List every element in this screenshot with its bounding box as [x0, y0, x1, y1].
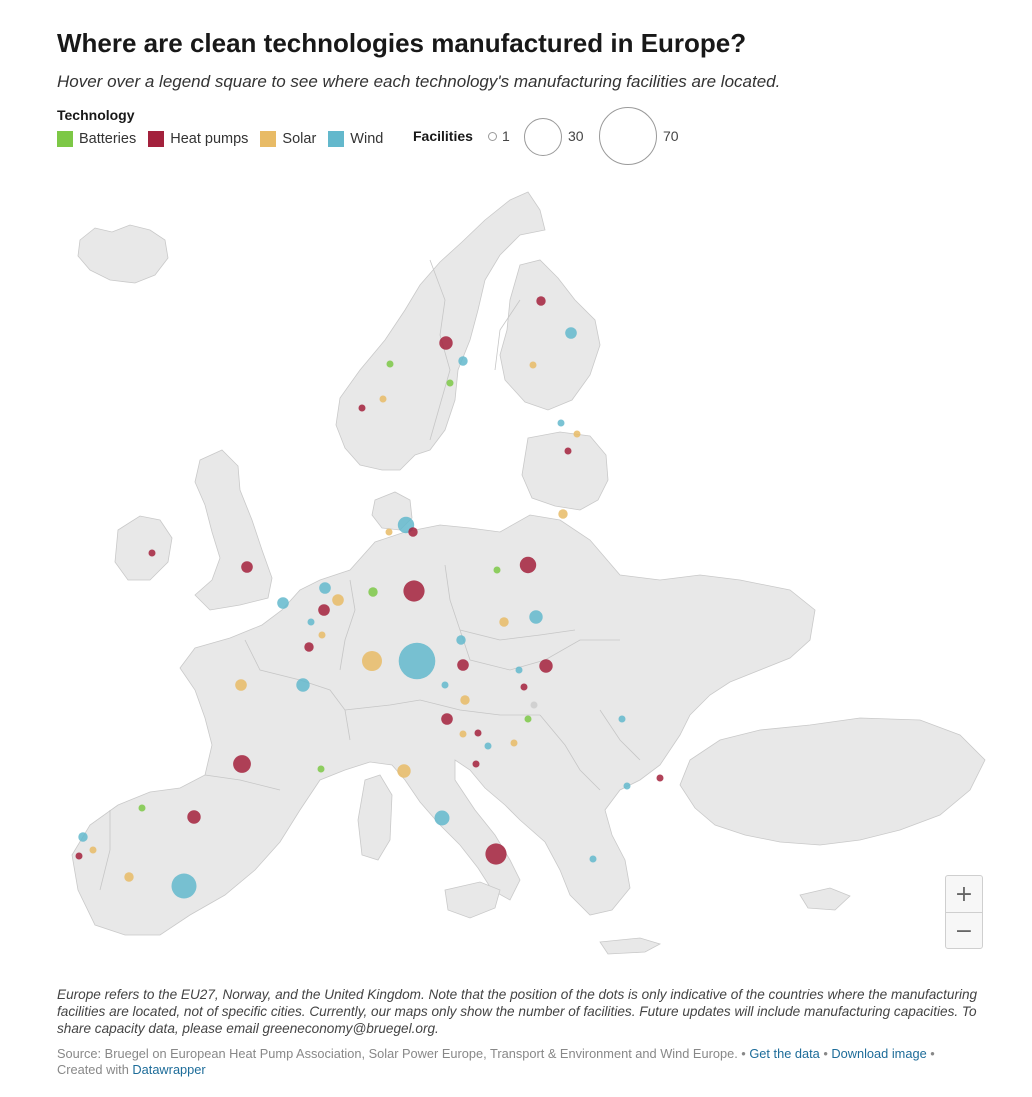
legend-item-batteries[interactable]	[57, 131, 136, 147]
facility-bubble-heat-pumps[interactable]	[441, 713, 453, 725]
zoom-out-button[interactable]: −	[946, 913, 982, 949]
facility-bubble-heat-pumps[interactable]	[76, 853, 83, 860]
facility-bubble-heat-pumps[interactable]	[408, 527, 417, 536]
land-corsica-sardinia	[358, 775, 392, 860]
facility-bubble-solar[interactable]	[460, 695, 469, 704]
zoom-in-button[interactable]: +	[946, 876, 982, 912]
land-turkey	[680, 718, 985, 845]
chart-notes: Europe refers to the EU27, Norway, and the United Kingdom. Note that the position of the dots is only indicative of the countries where the manufacturing facilities are located, not of specific cities. Currently, our maps only show the number of facilities. Future updates will include manufacturing capacities. To share capacity data, please email greeneconomy@bruegel.org.	[57, 987, 978, 1036]
facility-bubble-heat-pumps[interactable]	[473, 761, 480, 768]
facility-bubble-wind[interactable]	[558, 420, 565, 427]
facility-bubble-solar[interactable]	[574, 431, 581, 438]
legend-swatch-batteries[interactable]	[57, 131, 73, 147]
land-baltics	[522, 432, 608, 510]
facility-bubble-batteries[interactable]	[368, 587, 377, 596]
facility-bubble-heat-pumps[interactable]	[520, 557, 536, 573]
facility-bubble-heat-pumps[interactable]	[439, 336, 452, 349]
facility-bubble-wind[interactable]	[78, 832, 87, 841]
download-image-link[interactable]: Download image	[831, 1046, 927, 1061]
facility-bubble-wind[interactable]	[485, 743, 492, 750]
facility-bubble-heat-pumps[interactable]	[241, 561, 253, 573]
size-legend-title: Facilities	[413, 128, 473, 144]
facility-bubble-heat-pumps[interactable]	[149, 550, 156, 557]
legend-label-solar: Solar	[282, 131, 317, 147]
size-legend-label-1: 1	[502, 128, 510, 144]
facility-bubble-wind[interactable]	[565, 327, 577, 339]
land-continent	[72, 515, 815, 935]
facility-bubble-batteries[interactable]	[387, 361, 394, 368]
facility-bubble-heat-pumps[interactable]	[657, 775, 664, 782]
facility-bubble-solar[interactable]	[511, 740, 518, 747]
facility-bubble-heat-pumps[interactable]	[187, 810, 200, 823]
europe-map[interactable]	[0, 170, 1032, 970]
land-iceland	[78, 225, 168, 283]
facility-bubble-wind[interactable]	[624, 783, 631, 790]
size-legend	[413, 105, 713, 169]
source-separator: •	[819, 1046, 832, 1061]
facility-bubble-solar[interactable]	[90, 847, 97, 854]
facility-bubble-batteries[interactable]	[447, 380, 454, 387]
legend-item-heat-pumps[interactable]	[148, 131, 248, 147]
facility-bubble-heat-pumps[interactable]	[475, 730, 482, 737]
facility-bubble-wind[interactable]	[458, 356, 467, 365]
facility-bubble-wind[interactable]	[435, 811, 450, 826]
created-with-text: Created with	[57, 1062, 129, 1077]
facility-bubble-solar[interactable]	[530, 362, 537, 369]
size-legend-circle-70	[599, 107, 657, 165]
facility-bubble-batteries[interactable]	[494, 567, 501, 574]
chart-source	[57, 1046, 997, 1078]
facility-bubble-wind[interactable]	[456, 635, 465, 644]
legend-heading: Technology	[57, 107, 135, 123]
facility-bubble-wind[interactable]	[516, 667, 523, 674]
zoom-controls	[945, 875, 983, 949]
facility-bubble-heat-pumps[interactable]	[304, 642, 313, 651]
size-legend-circle-30	[524, 118, 562, 156]
legend-item-solar[interactable]	[260, 131, 316, 147]
facility-bubble-wind[interactable]	[619, 716, 626, 723]
source-separator: •	[737, 1046, 750, 1061]
facility-bubble-solar[interactable]	[362, 651, 382, 671]
facility-bubble-wind[interactable]	[319, 582, 331, 594]
facility-bubble-wind[interactable]	[172, 874, 197, 899]
datawrapper-link[interactable]: Datawrapper	[132, 1062, 206, 1077]
land-finland	[500, 260, 600, 410]
facility-bubble-wind[interactable]	[308, 619, 315, 626]
legend-label-batteries: Batteries	[79, 131, 137, 147]
size-legend-label-70: 70	[663, 128, 679, 144]
get-the-data-link[interactable]: Get the data	[749, 1046, 820, 1061]
source-separator: •	[926, 1046, 935, 1061]
facility-bubble-heat-pumps[interactable]	[403, 580, 424, 601]
land-crete	[600, 938, 660, 954]
land-cyprus	[800, 888, 850, 910]
legend-swatch-wind[interactable]	[328, 131, 344, 147]
facility-bubble-none[interactable]	[531, 702, 538, 709]
facility-bubble-solar[interactable]	[235, 679, 247, 691]
technology-legend	[57, 131, 395, 147]
facility-bubble-heat-pumps[interactable]	[457, 659, 469, 671]
facility-bubble-solar[interactable]	[319, 632, 326, 639]
legend-swatch-solar[interactable]	[260, 131, 276, 147]
facility-bubble-wind[interactable]	[590, 856, 597, 863]
facility-bubble-solar[interactable]	[332, 594, 344, 606]
facility-bubble-wind[interactable]	[442, 682, 449, 689]
facility-bubble-wind[interactable]	[296, 678, 309, 691]
facility-bubble-heat-pumps[interactable]	[359, 405, 366, 412]
facility-bubble-wind[interactable]	[277, 597, 289, 609]
land-ireland	[115, 516, 172, 580]
legend-item-wind[interactable]	[328, 131, 383, 147]
facility-bubble-heat-pumps[interactable]	[318, 604, 330, 616]
facility-bubble-solar[interactable]	[386, 529, 393, 536]
legend-swatch-heat-pumps[interactable]	[148, 131, 164, 147]
legend-label-wind: Wind	[350, 131, 384, 147]
facility-bubble-batteries[interactable]	[318, 766, 325, 773]
chart-title: Where are clean technologies manufactured in Europe?	[57, 28, 747, 58]
facility-bubble-solar[interactable]	[460, 731, 467, 738]
facility-bubble-heat-pumps[interactable]	[539, 659, 552, 672]
facility-bubble-solar[interactable]	[499, 617, 508, 626]
facility-bubble-batteries[interactable]	[525, 716, 532, 723]
facility-bubble-solar[interactable]	[124, 872, 133, 881]
land-britain	[195, 450, 272, 610]
facility-bubble-wind[interactable]	[529, 610, 542, 623]
facility-bubble-heat-pumps[interactable]	[233, 755, 251, 773]
size-legend-circle-1	[488, 132, 497, 141]
facility-bubble-wind[interactable]	[399, 643, 436, 680]
facility-bubble-heat-pumps[interactable]	[521, 684, 528, 691]
facility-bubble-solar[interactable]	[397, 764, 410, 777]
facility-bubble-batteries[interactable]	[139, 805, 146, 812]
facility-bubble-solar[interactable]	[558, 509, 567, 518]
source-text: Source: Bruegel on European Heat Pump Association, Solar Power Europe, Transport & Environment and Wind Europe.	[57, 1046, 738, 1061]
legend-label-heat-pumps: Heat pumps	[170, 131, 249, 147]
facility-bubble-heat-pumps[interactable]	[536, 296, 545, 305]
size-legend-label-30: 30	[568, 128, 584, 144]
chart-subtitle: Hover over a legend square to see where each technology's manufacturing facilities are located.	[57, 72, 781, 91]
land-sicily	[445, 882, 500, 918]
facility-bubble-heat-pumps[interactable]	[565, 448, 572, 455]
facility-bubble-heat-pumps[interactable]	[485, 843, 506, 864]
facility-bubble-solar[interactable]	[380, 396, 387, 403]
